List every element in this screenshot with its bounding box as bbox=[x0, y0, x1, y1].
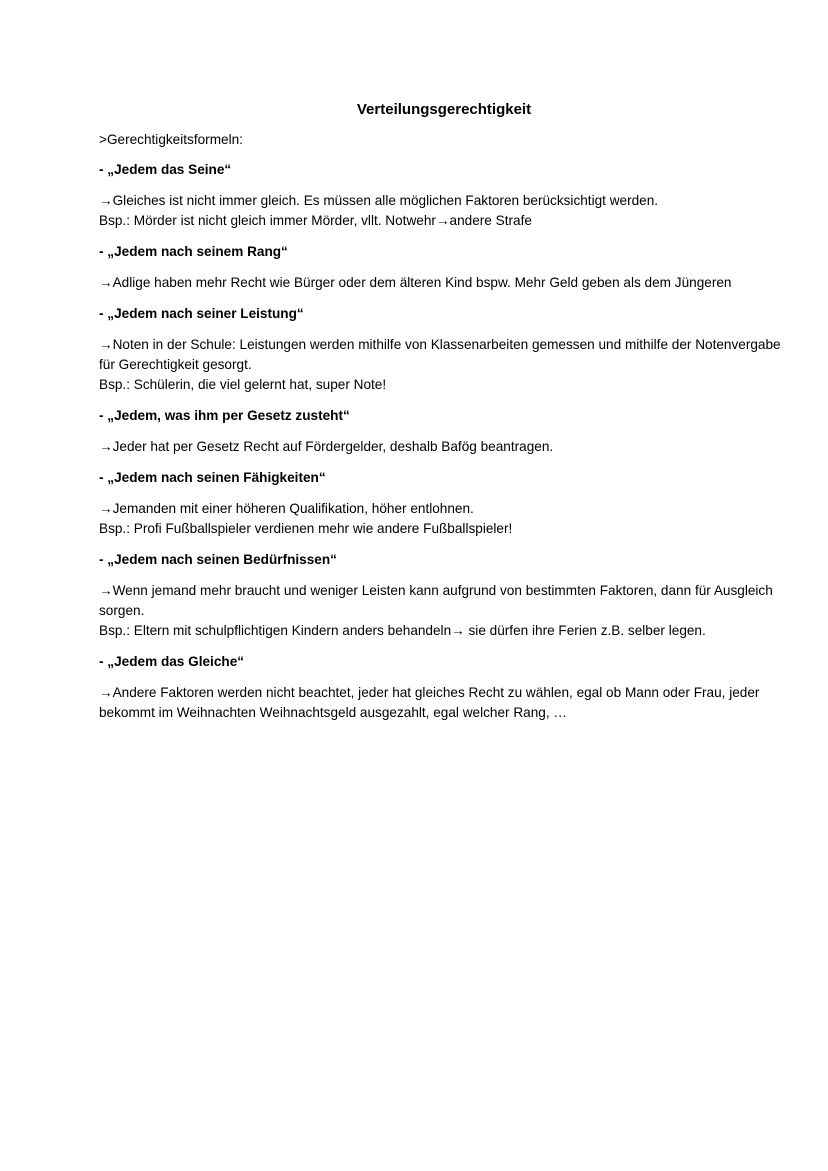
arrow-icon: → bbox=[99, 501, 113, 516]
section-text: Andere Faktoren werden nicht beachtet, jeder hat gleiches Recht zu wählen, egal ob Mann oder Frau, jeder bekommt im Weihnachten Weihnachtsgeld ausgezahlt, egal welcher Rang, … bbox=[99, 685, 760, 720]
section-text: Gleiches ist nicht immer gleich. Es müssen alle möglichen Faktoren berücksichtigt werden. bbox=[112, 193, 659, 208]
section-example-result: sie dürfen ihre Ferien z.B. selber legen. bbox=[464, 623, 706, 638]
section-heading: - „Jedem nach seinem Rang“ bbox=[99, 244, 288, 259]
section-body bbox=[99, 683, 789, 723]
section-example-result: andere Strafe bbox=[449, 213, 532, 228]
section-body bbox=[99, 191, 789, 231]
arrow-icon: → bbox=[99, 193, 113, 208]
section-body bbox=[99, 499, 789, 539]
arrow-icon: → bbox=[435, 213, 450, 228]
section-heading: - „Jedem nach seinen Fähigkeiten“ bbox=[99, 470, 326, 485]
section-body bbox=[99, 335, 789, 395]
arrow-icon: → bbox=[99, 439, 113, 454]
section-body bbox=[99, 437, 789, 457]
section-heading: - „Jedem das Gleiche“ bbox=[99, 654, 245, 669]
section-heading: - „Jedem, was ihm per Gesetz zusteht“ bbox=[99, 408, 350, 423]
section-heading: - „Jedem nach seinen Bedürfnissen“ bbox=[99, 552, 337, 567]
section-body bbox=[99, 273, 789, 293]
section-example: Bsp.: Mörder ist nicht gleich immer Mörder, vllt. Notwehr bbox=[99, 213, 436, 228]
section-text: Adlige haben mehr Recht wie Bürger oder dem älteren Kind bspw. Mehr Geld geben als dem Jüngeren bbox=[112, 275, 732, 290]
section-body bbox=[99, 581, 789, 641]
intro-line: >Gerechtigkeitsformeln: bbox=[99, 132, 243, 147]
arrow-icon: → bbox=[99, 685, 113, 700]
section-text: Noten in der Schule: Leistungen werden mithilfe von Klassenarbeiten gemessen und mithilfe der Notenvergabe für Gerechtigkeit gesorgt. bbox=[99, 337, 781, 372]
section-example: Bsp.: Schülerin, die viel gelernt hat, super Note! bbox=[99, 377, 387, 392]
arrow-icon: → bbox=[99, 275, 113, 290]
section-text: Jemanden mit einer höheren Qualifikation, höher entlohnen. bbox=[112, 501, 474, 516]
arrow-icon: → bbox=[99, 337, 113, 352]
section-text: Wenn jemand mehr braucht und weniger Leisten kann aufgrund von bestimmten Faktoren, dann für Ausgleich sorgen. bbox=[99, 583, 773, 618]
page-title: Verteilungsgerechtigkeit bbox=[356, 101, 532, 118]
section-text: Jeder hat per Gesetz Recht auf Fördergelder, deshalb Bafög beantragen. bbox=[112, 439, 554, 454]
section-example: Bsp.: Profi Fußballspieler verdienen mehr wie andere Fußballspieler! bbox=[99, 521, 513, 536]
arrow-icon: → bbox=[99, 583, 113, 598]
arrow-icon: → bbox=[451, 623, 465, 638]
section-heading: - „Jedem das Seine“ bbox=[99, 162, 232, 177]
section-example: Bsp.: Eltern mit schulpflichtigen Kindern anders behandeln bbox=[99, 623, 452, 638]
section-heading: - „Jedem nach seiner Leistung“ bbox=[99, 306, 304, 321]
